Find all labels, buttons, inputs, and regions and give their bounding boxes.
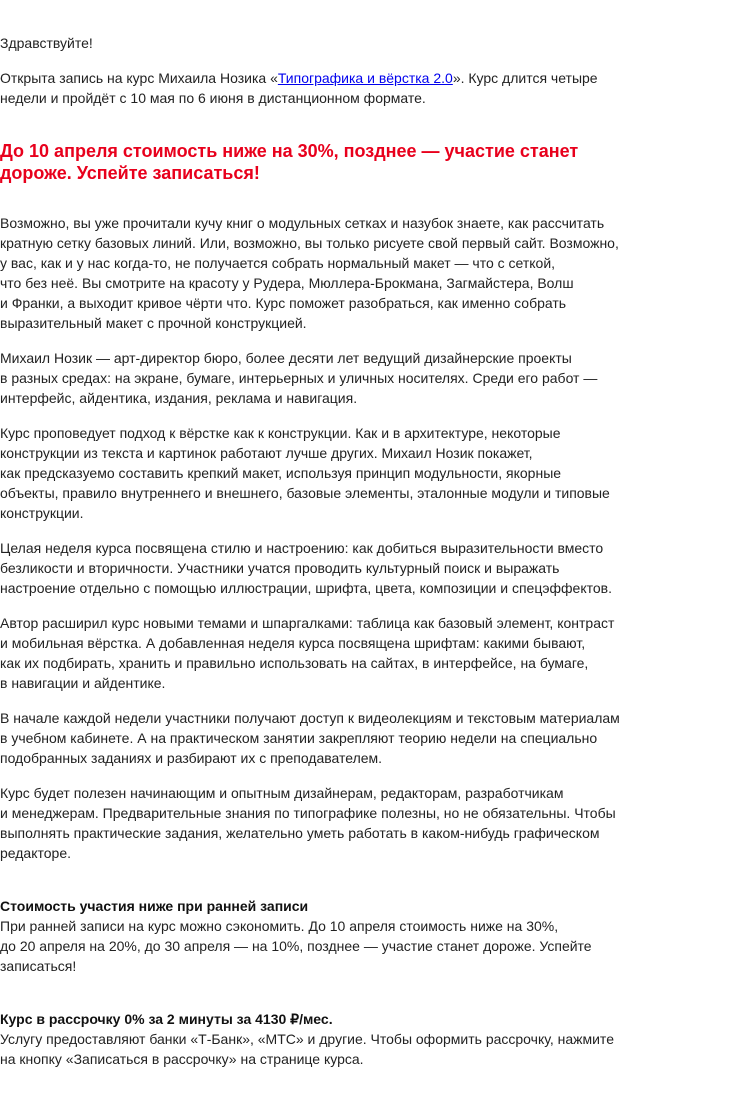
promo-headline-line1: До 10 апреля стоимость ниже на 30%, позднее — участие станет <box>0 141 579 161</box>
paragraph-line: конструкции. <box>0 505 84 521</box>
intro-text-line2: недели и пройдёт с 10 мая по 6 июня в дистанционном формате. <box>0 90 426 106</box>
early-price-line: При ранней записи на курс можно сэкономить. До 10 апреля стоимость ниже на 30%, <box>0 918 559 934</box>
body-paragraph <box>0 783 640 863</box>
paragraph-line: и Франки, а выходит кривое чёрти что. Курс поможет разобраться, как именно собрать <box>0 295 567 311</box>
paragraph-line: настроение отдельно с помощью иллюстрации, шрифта, цвета, композиции и спецэффектов. <box>0 580 612 596</box>
body-paragraph <box>0 613 640 693</box>
installment-text <box>0 1029 640 1069</box>
paragraph-line: Целая неделя курса посвящена стилю и настроению: как добиться выразительности вместо <box>0 540 604 556</box>
paragraph-line: Возможно, вы уже прочитали кучу книг о модульных сетках и назубок знаете, как рассчитать <box>0 215 605 231</box>
intro-paragraph <box>0 68 640 108</box>
paragraph-line: объекты, правило внутреннего и внешнего, базовые элементы, эталонные модули и типовые <box>0 485 610 501</box>
promo-headline <box>0 140 640 184</box>
paragraph-line: Курс будет полезен начинающим и опытным дизайнерам, редакторам, разработчикам <box>0 785 564 801</box>
promo-headline-line2: дороже. Успейте записаться! <box>0 163 260 183</box>
installment-line: на кнопку «Записаться в рассрочку» на странице курса. <box>0 1051 364 1067</box>
installment-line: Услугу предоставляют банки «Т-Банк», «МТС» и другие. Чтобы оформить рассрочку, нажмите <box>0 1031 614 1047</box>
early-price-line: записаться! <box>0 958 77 974</box>
paragraph-line: интерфейс, айдентика, издания, реклама и навигация. <box>0 390 358 406</box>
installment-title: Курс в рассрочку 0% за 2 минуты за 4130 ₽/мес. <box>0 1011 333 1027</box>
course-link[interactable]: Типографика и вёрстка 2.0 <box>277 70 453 86</box>
body-paragraph <box>0 213 640 333</box>
early-price-line: до 20 апреля на 20%, до 30 апреля — на 10%, позднее — участие станет дороже. Успейте <box>0 938 592 954</box>
paragraph-line: Михаил Нозик — арт-директор бюро, более десяти лет ведущий дизайнерские проекты <box>0 350 572 366</box>
paragraph-line: Автор расширил курс новыми темами и шпаргалками: таблица как базовый элемент, контраст <box>0 615 615 631</box>
paragraph-line: в навигации и айдентике. <box>0 675 166 691</box>
paragraph-line: безликости и вторичности. Участники учатся проводить культурный поиск и выражать <box>0 560 560 576</box>
body-paragraph <box>0 423 640 523</box>
body-paragraph <box>0 538 640 598</box>
greeting: Здравствуйте! <box>0 35 93 51</box>
early-price-title: Стоимость участия ниже при ранней записи <box>0 898 309 914</box>
paragraph-line: конструкции из текста и картинок работают лучше других. Михаил Нозик покажет, <box>0 445 533 461</box>
paragraph-line: выполнять практические задания, желательно уметь работать в каком-нибудь графическом <box>0 825 600 841</box>
paragraph-line: и мобильная вёрстка. А добавленная неделя курса посвящена шрифтам: какими бывают, <box>0 635 586 651</box>
intro-text-before: Открыта запись на курс Михаила Нозика « <box>0 70 278 86</box>
paragraph-line: В начале каждой недели участники получают доступ к видеолекциям и текстовым материалам <box>0 710 620 726</box>
paragraph-line: кратную сетку базовых линий. Или, возможно, вы только рисуете свой первый сайт. Возможно, <box>0 235 619 251</box>
body-paragraph <box>0 708 640 768</box>
paragraph-line: как их подбирать, хранить и правильно использовать на сайтах, в интерфейсе, на бумаге, <box>0 655 589 671</box>
paragraph-line: редакторе. <box>0 845 72 861</box>
body-paragraph <box>0 348 640 408</box>
paragraph-line: что без неё. Вы смотрите на красоту у Рудера, Мюллера-Брокмана, Загмайстера, Волш <box>0 275 574 291</box>
paragraph-line: и менеджерам. Предварительные знания по типографике полезны, но не обязательны. Чтобы <box>0 805 616 821</box>
paragraph-line: в учебном кабинете. А на практическом занятии закрепляют теорию недели на специально <box>0 730 598 746</box>
paragraph-line: подобранных заданиях и разбирают их с преподавателем. <box>0 750 383 766</box>
paragraph-line: как предсказуемо составить крепкий макет, используя принцип модульности, якорные <box>0 465 562 481</box>
early-price-text <box>0 916 640 976</box>
paragraph-line: Курс проповедует подход к вёрстке как к конструкции. Как и в архитектуре, некоторые <box>0 425 561 441</box>
paragraph-line: в разных средах: на экране, бумаге, интерьерных и уличных носителях. Среди его работ — <box>0 370 598 386</box>
paragraph-line: у вас, как и у нас когда-то, не получается собрать нормальный макет — что с сеткой, <box>0 255 556 271</box>
paragraph-line: выразительный макет с прочной конструкцией. <box>0 315 307 331</box>
intro-text-after: ». Курс длится четыре <box>452 70 598 86</box>
